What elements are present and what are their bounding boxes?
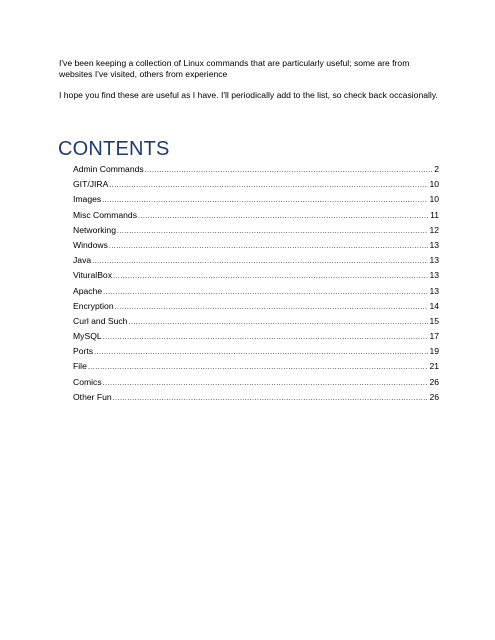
dot-leader [92, 254, 428, 269]
toc-entry-git-jira[interactable] [73, 177, 439, 192]
intro-paragraph-1: I've been keeping a collection of Linux commands that are particularly useful; some are from websites I've visited, others from experience [59, 58, 410, 79]
toc-entry-page: 12 [429, 224, 439, 235]
toc-entry-page: 26 [429, 391, 439, 402]
toc-entry-title: GIT/JIRA [73, 179, 109, 190]
toc-entry-mysql[interactable] [73, 329, 439, 344]
toc-entry-page: 11 [430, 209, 439, 220]
toc-entry-encryption[interactable] [73, 299, 439, 314]
toc-entry-other-fun[interactable] [73, 390, 439, 405]
toc-entry-file[interactable] [73, 359, 439, 374]
toc-entry-title: Networking [73, 224, 116, 235]
toc-entry-page: 21 [429, 361, 439, 372]
toc-heading: CONTENTS [58, 138, 170, 160]
toc-entry-title: Apache [73, 285, 103, 296]
toc-entry-title: Encryption [73, 300, 114, 311]
toc-entry-title: VituralBox [73, 270, 113, 281]
dot-leader [109, 239, 429, 254]
toc-entry-page: 10 [429, 179, 439, 190]
toc-entry-title: Misc Commands [73, 209, 137, 220]
toc-entry-title: MySQL [73, 331, 102, 342]
toc-entry-page: 2 [434, 164, 439, 174]
toc-entry-page: 13 [429, 270, 439, 281]
dot-leader [109, 178, 428, 193]
toc-entry-windows[interactable] [73, 238, 439, 253]
toc-entry-misc-commands[interactable] [73, 208, 439, 223]
toc-entry-apache[interactable] [73, 284, 439, 299]
dot-leader [117, 224, 428, 239]
dot-leader [103, 330, 429, 345]
toc-entry-title: Java [73, 255, 92, 266]
toc-entry-page: 13 [429, 255, 439, 266]
dot-leader [103, 285, 428, 300]
toc-entry-page: 13 [429, 239, 439, 250]
toc-entry-page: 15 [429, 315, 439, 326]
toc-entry-title: File [73, 361, 87, 372]
toc-entry-page: 13 [429, 285, 439, 296]
dot-leader [113, 391, 429, 406]
toc-entry-admin-commands[interactable] [73, 162, 439, 177]
dot-leader [102, 193, 428, 208]
toc-entry-images[interactable] [73, 192, 439, 207]
dot-leader [103, 376, 429, 391]
intro-paragraph-2: I hope you find these are useful as I have. I'll periodically add to the list, so check back occasionally. [59, 90, 438, 100]
toc-entry-page: 14 [429, 300, 439, 311]
dot-leader [115, 300, 429, 315]
dot-leader [138, 209, 429, 224]
toc-entry-title: Comics [73, 376, 102, 387]
toc-entry-page: 10 [429, 194, 439, 205]
toc-entry-networking[interactable] [73, 223, 439, 238]
toc-entry-vituralbox[interactable] [73, 268, 439, 283]
toc-entry-curl-and-such[interactable] [73, 314, 439, 329]
dot-leader [94, 345, 428, 360]
toc-entry-title: Other Fun [73, 391, 112, 402]
toc-entry-title: Windows [73, 239, 108, 250]
toc-entry-page: 26 [429, 376, 439, 387]
dot-leader [128, 315, 428, 330]
toc-entry-title: Images [73, 194, 102, 205]
toc-entry-java[interactable] [73, 253, 439, 268]
toc-entry-page: 17 [429, 331, 439, 342]
toc-entry-title: Ports [73, 346, 94, 357]
dot-leader [113, 269, 428, 284]
toc-entry-ports[interactable] [73, 344, 439, 359]
dot-leader [88, 360, 429, 375]
toc-entry-title: Admin Commands [73, 164, 144, 174]
toc-entry-title: Curl and Such [73, 315, 128, 326]
dot-leader [145, 163, 434, 178]
toc-entry-page: 19 [429, 346, 439, 357]
table-of-contents [73, 162, 439, 405]
toc-entry-comics[interactable] [73, 375, 439, 390]
